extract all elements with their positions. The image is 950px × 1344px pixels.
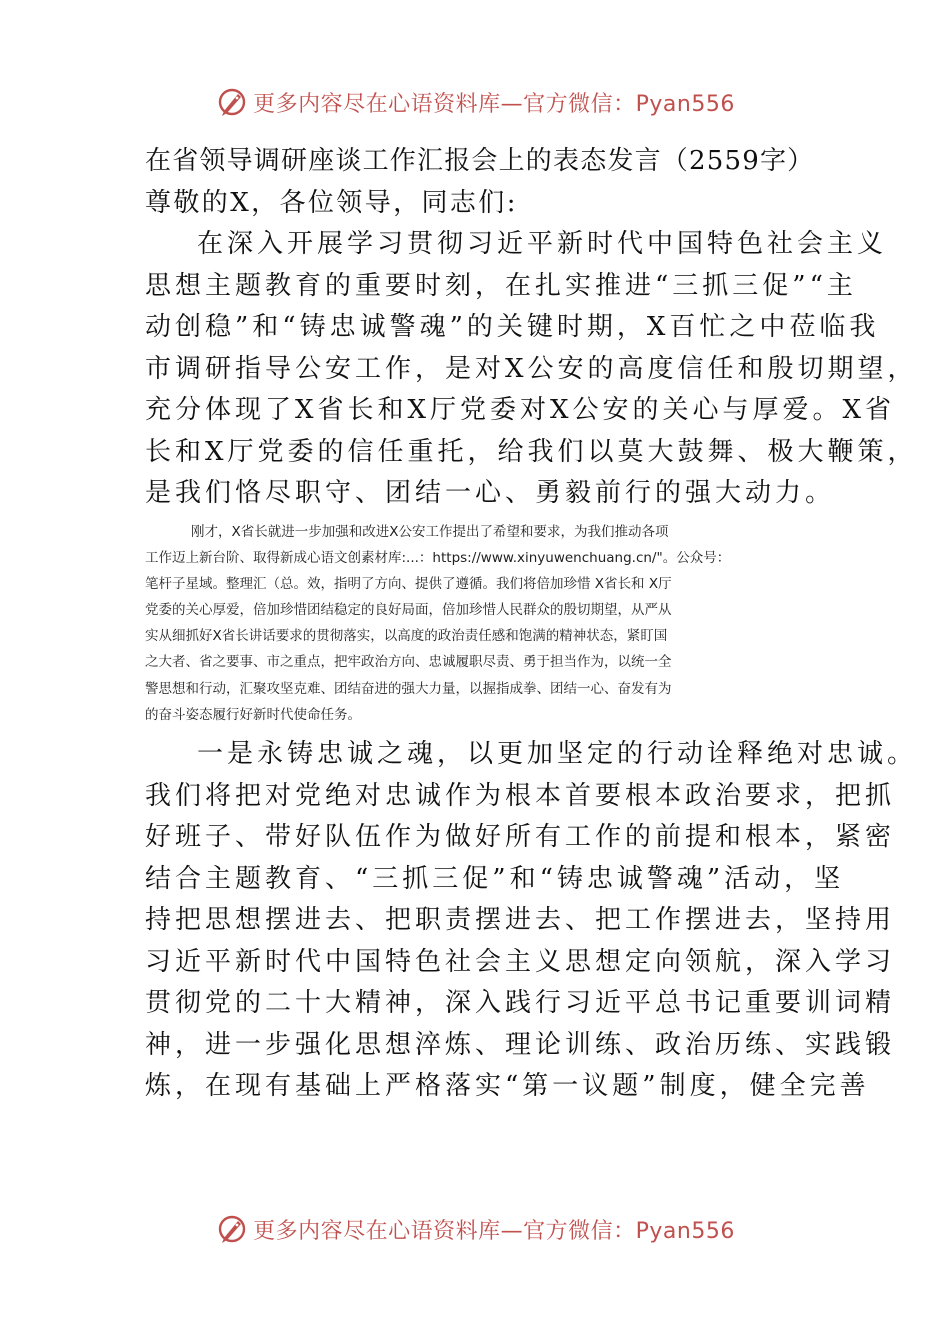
- paragraph-line: 一是永铸忠诚之魂，以更加坚定的行动诠释绝对忠诚。: [197, 739, 918, 769]
- paragraph-line: 是我们恪尽职守、团结一心、勇毅前行的强大动力。: [145, 478, 836, 508]
- paragraph-line: 的奋斗姿态履行好新时代使命任务。: [145, 706, 361, 723]
- paragraph-line: 笔杆子星域。整理汇（总。效，指明了方向、提供了遵循。我们将倍加珍惜 X省长和 X厅: [145, 575, 672, 592]
- paragraph-line: 持把思想摆进去、把职责摆进去、把工作摆进去，坚持用: [145, 905, 896, 935]
- paragraph-opening: [145, 224, 918, 515]
- paragraph-line: 警思想和行动，汇聚攻坚克难、团结奋进的强大力量，以握指成拳、团结一心、奋发有为: [145, 680, 672, 697]
- paragraph-small-print: [145, 519, 810, 729]
- document-title: 在省领导调研座谈工作汇报会上的表态发言（2559字）: [145, 146, 815, 176]
- paragraph-line: 实从细抓好X省长讲话要求的贯彻落实，以高度的政治责任感和饱满的精神状态，紧盯国: [145, 628, 668, 645]
- paragraph-line: 充分体现了X省长和X厅党委对X公安的关心与厚爱。X省: [145, 395, 896, 425]
- document-body: [145, 141, 918, 1108]
- paragraph-line: 党委的关心厚爱，倍加珍惜团结稳定的良好局面，倍加珍惜人民群众的殷切期望，从严从: [145, 602, 672, 619]
- paragraph-line: 工作迈上新台阶、取得新成心语文创素材库:...：https://www.xinyuwenchuang.cn/"。公众号：: [145, 549, 731, 566]
- paragraph-line: 刚才，X省长就进一步加强和改进X公安工作提出了希望和要求，为我们推动各项: [191, 523, 669, 540]
- pen-nib-logo-icon: [215, 85, 249, 119]
- paragraph-line: 好班子、带好队伍作为做好所有工作的前提和根本，紧密: [145, 822, 896, 852]
- watermark-text: 更多内容尽在心语资料库—官方微信：Pyan556: [253, 91, 735, 117]
- header-watermark-banner: [0, 82, 950, 122]
- salutation: 尊敬的X，各位领导，同志们:: [145, 187, 518, 218]
- paragraph-line: 炼，在现有基础上严格落实“第一议题”制度，健全完善: [145, 1071, 870, 1101]
- paragraph-line: 之大者、省之要事、市之重点，把牢政治方向、忠诚履职尽责、勇于担当作为，以统一全: [145, 654, 672, 671]
- paragraph-line: 思想主题教育的重要时刻，在扎实推进“三抓三促”“主: [145, 270, 857, 301]
- paragraph-line: 动创稳”和“铸忠诚警魂”的关键时期，X百忙之中莅临我: [145, 312, 880, 342]
- watermark-text: 更多内容尽在心语资料库—官方微信：Pyan556: [253, 1218, 735, 1244]
- paragraph-line: 长和X厅党委的信任重托，给我们以莫大鼓舞、极大鞭策，: [145, 436, 918, 467]
- paragraph-line: 在深入开展学习贯彻习近平新时代中国特色社会主义: [197, 229, 888, 259]
- footer-watermark-banner: [0, 1209, 950, 1249]
- paragraph-line: 习近平新时代中国特色社会主义思想定向领航，深入学习: [145, 946, 896, 977]
- paragraph-point-one: [145, 734, 918, 1108]
- paragraph-line: 神，进一步强化思想淬炼、理论训练、政治历练、实践锻: [145, 1029, 896, 1060]
- pen-nib-logo-icon: [215, 1212, 249, 1246]
- paragraph-line: 市调研指导公安工作，是对X公安的高度信任和殷切期望，: [145, 353, 918, 384]
- paragraph-line: 我们将把对党绝对忠诚作为根本首要根本政治要求，把抓: [145, 780, 896, 811]
- paragraph-line: 贯彻党的二十大精神，深入践行习近平总书记重要训词精: [145, 988, 896, 1018]
- paragraph-line: 结合主题教育、“三抓三促”和“铸忠诚警魂”活动，坚: [145, 863, 845, 894]
